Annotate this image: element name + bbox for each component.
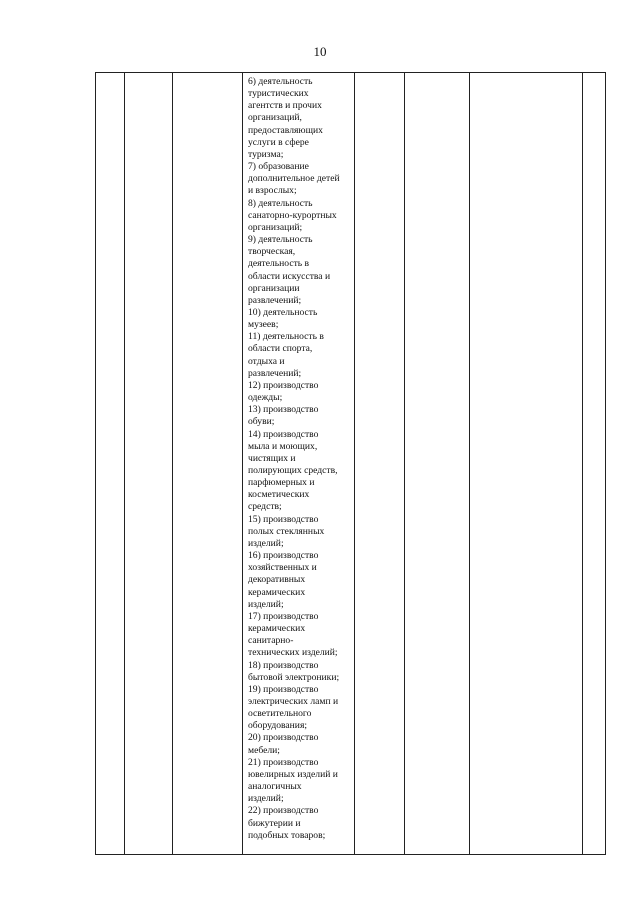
activity-line: творческая, — [248, 246, 296, 258]
activity-line: полирующих средств, — [248, 465, 338, 476]
activity-line: бытовой электроники; — [248, 671, 340, 683]
activity-line: мебели; — [248, 744, 280, 756]
activity-line: 21) производство — [248, 756, 319, 768]
activity-line: области спорта, — [248, 343, 313, 355]
page-number: 10 — [313, 44, 327, 59]
column-divider-7 — [582, 73, 583, 854]
activity-line: отдыха и — [248, 355, 285, 367]
activity-line: чистящих и — [248, 452, 296, 464]
activity-line: 22) производство — [248, 805, 319, 817]
activity-line: организаций; — [248, 221, 303, 233]
activity-line: туризма; — [248, 148, 284, 160]
activity-line: изделий; — [248, 598, 284, 610]
activity-line: хозяйственных и — [248, 562, 317, 574]
activity-line: керамических — [248, 623, 306, 635]
activity-line: 10) деятельность — [248, 306, 318, 318]
column-divider-2 — [172, 73, 173, 854]
column-divider-1 — [124, 73, 125, 854]
activity-line: деятельность в — [248, 258, 310, 270]
activity-line: и взрослых; — [248, 185, 297, 197]
activity-types-cell — [248, 76, 356, 842]
activity-line: одежды; — [248, 392, 283, 404]
activity-line: развлечений; — [248, 367, 302, 379]
activity-line: технических изделий; — [248, 647, 338, 659]
activity-line: подобных товаров; — [248, 829, 326, 841]
activity-line: 14) производство — [248, 428, 319, 440]
activity-line: 19) производство — [248, 683, 319, 695]
activity-line: 20) производство — [248, 732, 319, 744]
activity-line: 9) деятельность — [248, 234, 313, 246]
activity-line: аналогичных — [248, 781, 302, 793]
activity-line: 7) образование — [248, 161, 309, 173]
activity-line: организации — [248, 282, 300, 294]
activity-line: санаторно-курортных — [248, 209, 337, 221]
activity-line: санитарно- — [248, 635, 294, 647]
activity-line: дополнительное детей — [248, 173, 340, 185]
activity-line: 16) производство — [248, 550, 319, 562]
activity-line: электрических ламп и — [248, 695, 339, 707]
activity-line: керамических — [248, 586, 306, 598]
activity-line: средств; — [248, 501, 282, 513]
activity-line: области искусства и — [248, 270, 331, 282]
activity-line: 18) производство — [248, 659, 319, 671]
activity-line: оборудования; — [248, 720, 308, 732]
activity-line: 15) производство — [248, 513, 319, 525]
activity-line: развлечений; — [248, 294, 302, 306]
activity-line: обуви; — [248, 416, 275, 428]
activity-line: 11) деятельность в — [248, 331, 324, 343]
activity-line: 12) производство — [248, 379, 319, 391]
activity-line: 17) производство — [248, 610, 319, 622]
column-divider-5 — [404, 73, 405, 854]
activity-line: 6) деятельность — [248, 76, 313, 87]
column-divider-3 — [242, 73, 243, 854]
activity-line: предоставляющих — [248, 124, 323, 136]
activity-line: музеев; — [248, 319, 279, 331]
activity-line: полых стеклянных — [248, 525, 325, 537]
activity-line: услуги в сфере — [248, 136, 309, 148]
activity-line: изделий; — [248, 537, 284, 549]
column-divider-6 — [469, 73, 470, 854]
activity-line: изделий; — [248, 793, 284, 805]
activity-line: агентств и прочих — [248, 100, 322, 112]
activity-line: декоративных — [248, 574, 306, 586]
activity-line: мыла и моющих, — [248, 440, 318, 452]
activity-line: 13) производство — [248, 404, 319, 416]
activity-line: косметических — [248, 489, 310, 501]
activity-line: осветительного — [248, 708, 312, 720]
activity-line: организаций, — [248, 112, 302, 124]
activity-line: туристических — [248, 88, 309, 100]
activity-line: парфюмерных и — [248, 477, 315, 489]
activity-line: бижутерии и — [248, 817, 301, 829]
activity-line: 8) деятельность — [248, 197, 313, 209]
activity-line: ювелирных изделий и — [248, 768, 338, 780]
table-continuation — [95, 72, 606, 855]
